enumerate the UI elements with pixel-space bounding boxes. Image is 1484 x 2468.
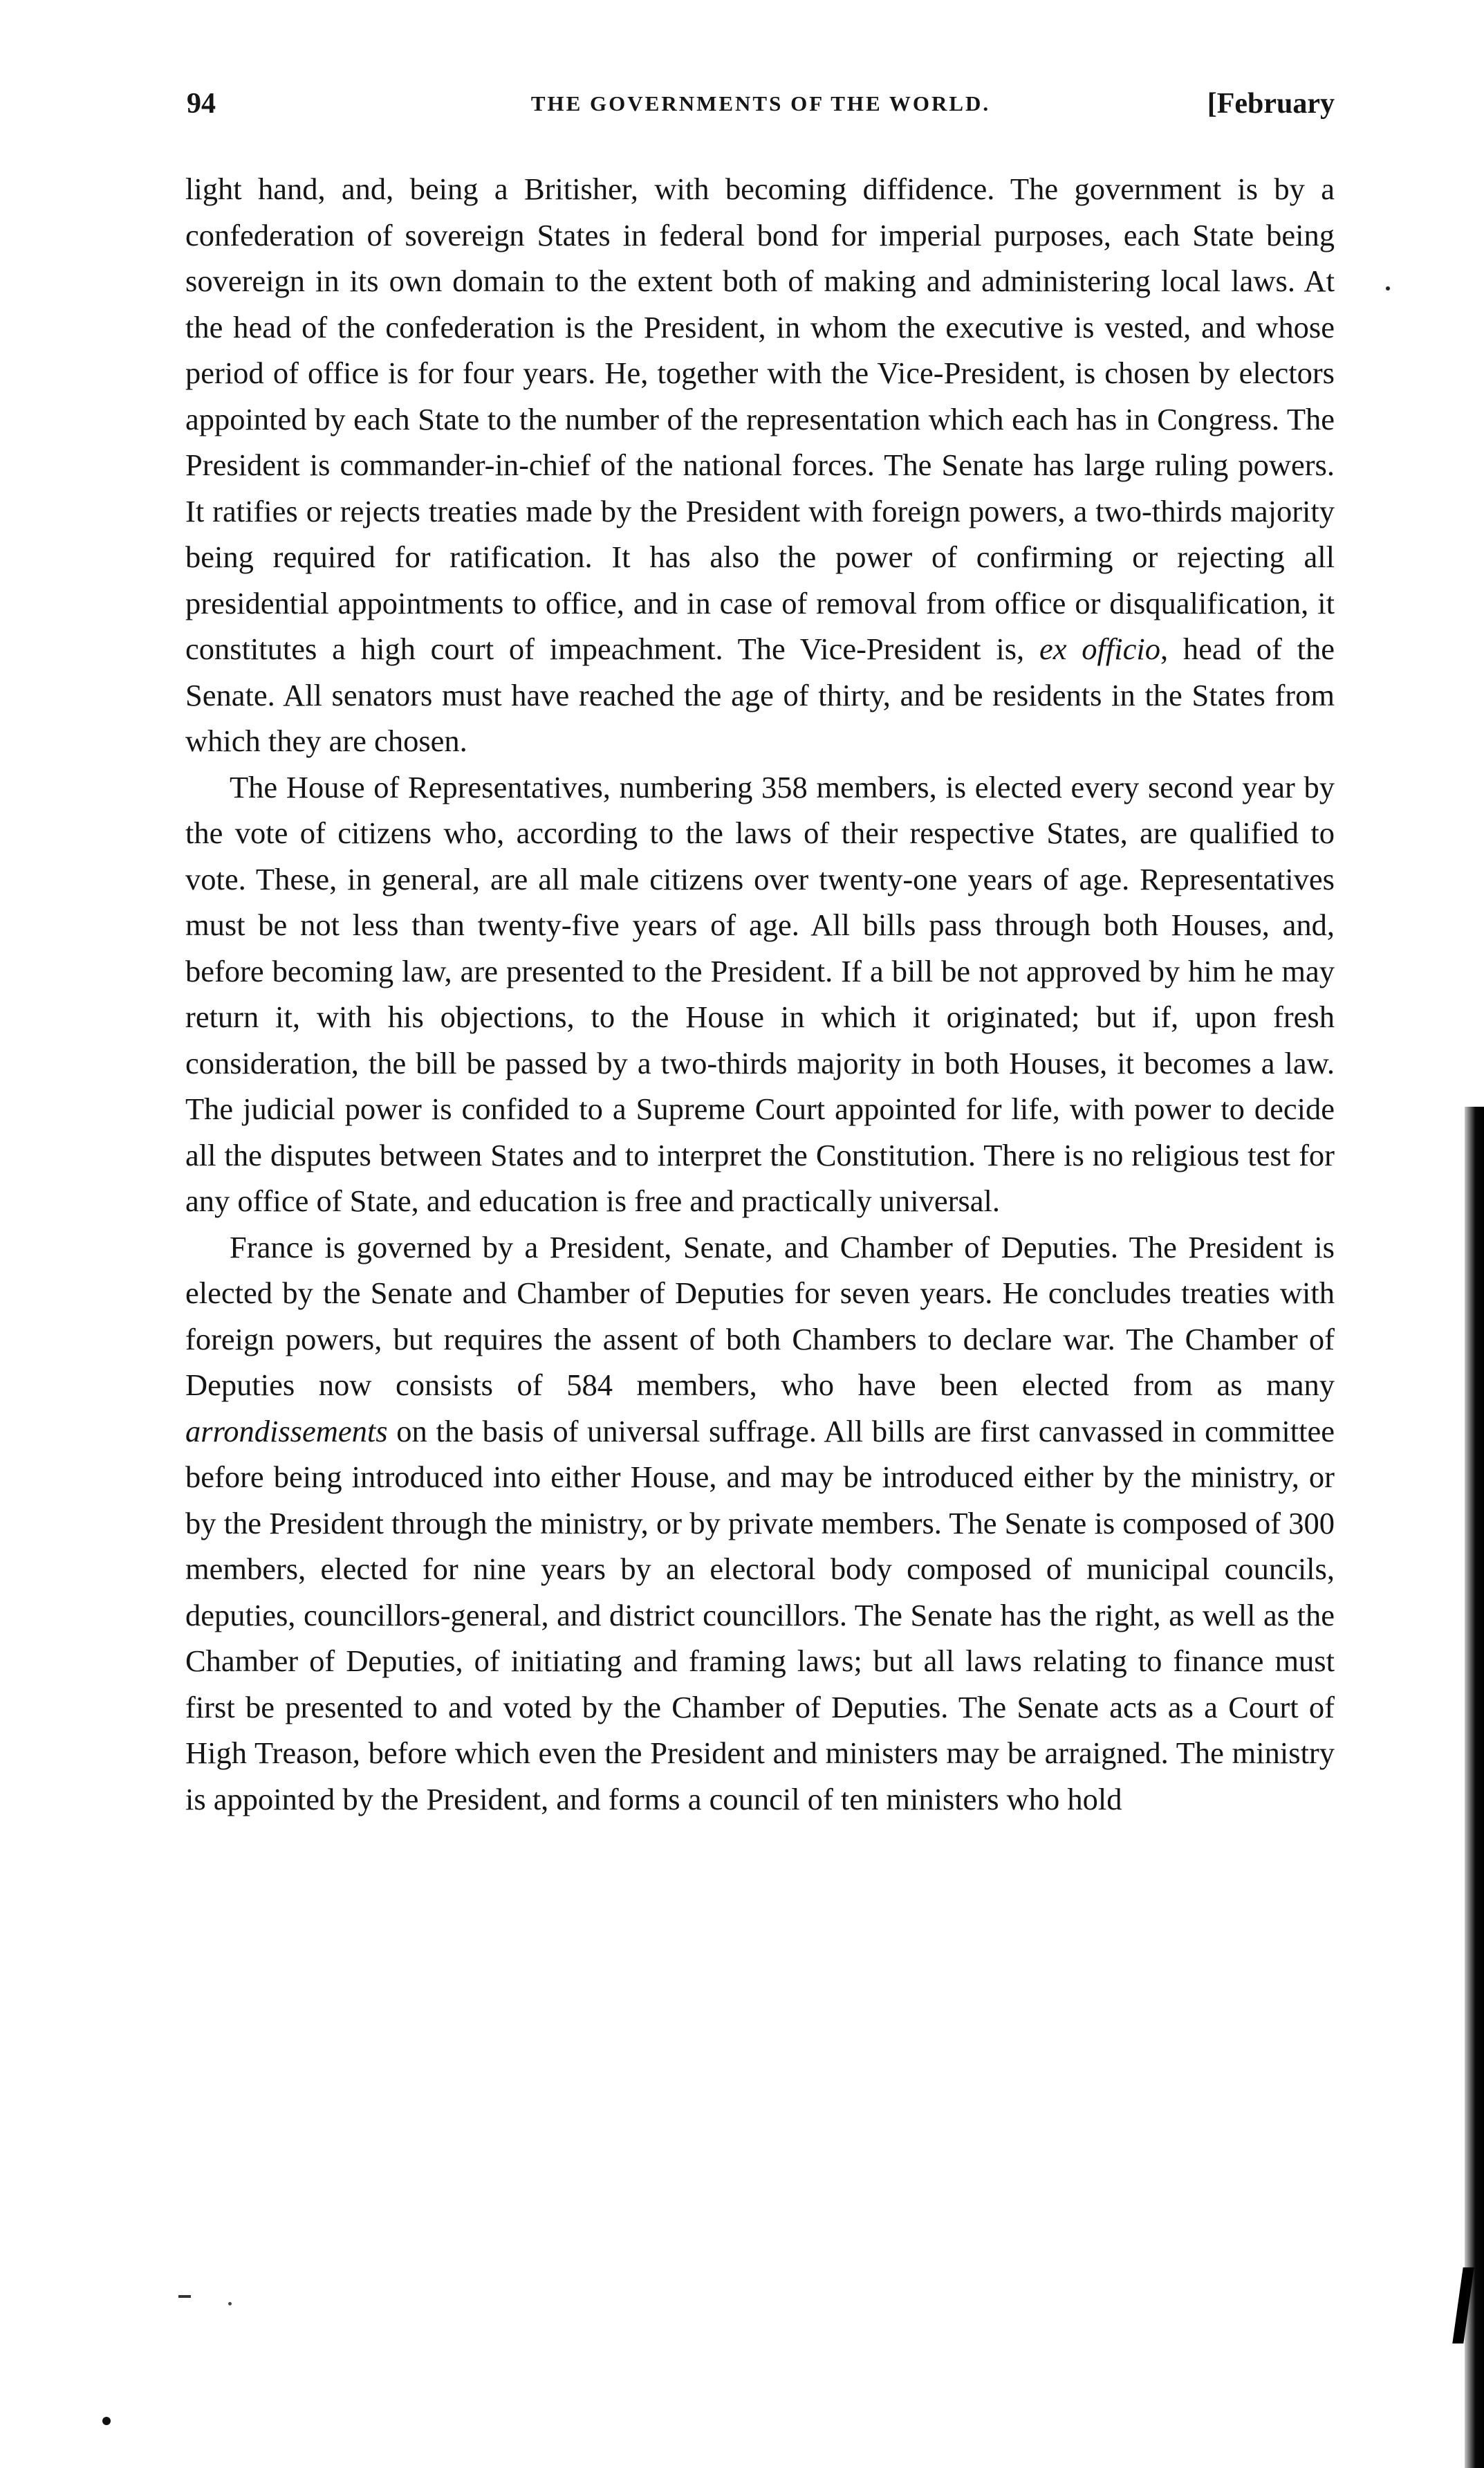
scan-speck — [1386, 286, 1390, 291]
page-number: 94 — [187, 88, 216, 120]
running-title: THE GOVERNMENTS OF THE WORLD. — [530, 91, 991, 116]
paragraph-continued — [185, 166, 1335, 764]
italic-phrase: ex officio — [1039, 632, 1160, 666]
paragraph-france — [185, 1224, 1335, 1823]
running-header — [187, 87, 1335, 129]
issue-month: [February — [1207, 88, 1335, 120]
text-span: France is governed by a President, Senate, and Chamber of Deputies. The President is elected by the Senate and Chamber of Deputies for seven years. He concludes treaties with foreign powers, but requires the assent of both Chambers to declare war. The Chamber of Deputies now consists of 584 members, who have been elected from as many — [185, 1229, 1335, 1402]
text-span: , head of the Senate. All senators must have reached the age of thirty, and be residents in the States from which they are chosen. — [185, 632, 1335, 758]
text-span: The House of Representatives, numbering 358 members, is elected every second year by the vote of citizens who, according to the laws of their respective States, are qualified to vote. These, in general, are all male citizens over twenty-one years of age. Representatives must be not less than twenty-five years of age. All bills pass through both Houses, and, before becoming law, are presented to the President. If a bill be not approved by him he may return it, with his objections, to the House in which it originated; but if, upon fresh consideration, the bill be passed by a two-thirds majority in both Houses, it becomes a law. The judicial power is confided to a Supreme Court appointed for life, with power to decide all the disputes between States and to interpret the Constitution. There is no religious test for any office of State, and education is free and practically universal. — [185, 769, 1335, 1218]
page-edge-shadow — [1465, 1107, 1484, 2468]
scan-speck — [102, 2417, 111, 2425]
paragraph-house-of-representatives — [185, 764, 1335, 1224]
body-text — [185, 166, 1335, 1822]
scan-speck — [228, 2302, 232, 2305]
scan-mark — [178, 2295, 191, 2298]
italic-phrase: arrondissements — [185, 1413, 388, 1448]
text-span: on the basis of universal suffrage. All bills are first canvassed in committee before being introduced into either House, and may be introduced either by the ministry, or by the President through the ministry, or by private members. The Senate is composed of 300 members, elected for nine years by an electoral body composed of municipal councils, deputies, councillors-general, and district councillors. The Senate has the right, as well as the Chamber of Deputies, of initiating and framing laws; but all laws relating to finance must first be presented to and voted by the Chamber of Deputies. The Senate acts as a Court of High Treason, before which even the President and ministers may be arraigned. The ministry is appointed by the President, and forms a council of ten ministers who hold — [185, 1413, 1335, 1816]
text-span: light hand, and, being a Britisher, with becoming diffidence. The government is by a confederation of sovereign States in federal bond for imperial purposes, each State being sovereign in its own domain to the extent both of making and administering local laws. At the head of the confederation is the President, in whom the executive is vested, and whose period of office is for four years. He, together with the Vice-President, is chosen by electors appointed by each State to the number of the representation which each has in Congress. The President is commander-in-chief of the national forces. The Senate has large ruling powers. It ratifies or rejects treaties made by the President with foreign powers, a two-thirds majority being required for ratification. It has also the power of confirming or rejecting all presidential appointments to office, and in case of removal from office or disqualification, it constitutes a high court of impeachment. The Vice-President is, — [185, 172, 1335, 666]
